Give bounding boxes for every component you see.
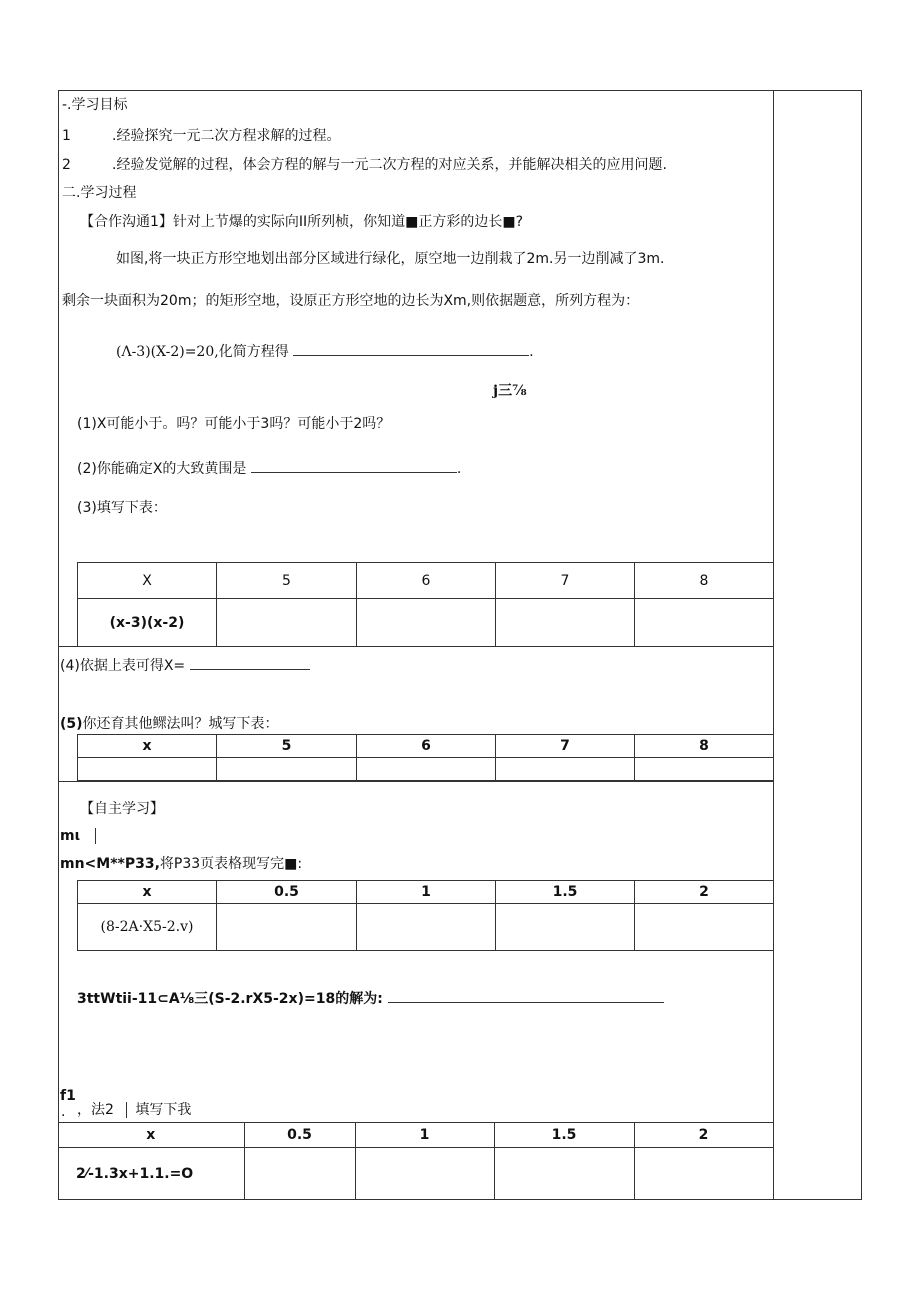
table3-header-x: x [78, 881, 217, 904]
table4-cell[interactable] [244, 1148, 355, 1200]
equation-answer-blank[interactable] [293, 341, 529, 356]
table4-header-1.5: 1.5 [494, 1123, 634, 1148]
problem-paragraph-1: 如图,将一块正方形空地划出部分区域进行绿化，原空地一边削栽了2m.另一边削减了3m. [116, 251, 665, 267]
question-2-blank[interactable] [251, 458, 457, 473]
table2-cell[interactable] [78, 758, 217, 781]
question-2-text: (2)你能确定X的大致黄围是 [77, 461, 247, 477]
table3-cell[interactable] [496, 904, 635, 951]
method-2-bar [126, 1102, 127, 1118]
objective-2-text: .经验发觉解的过程，体会方程的解与一元二次方程的对应关系，并能解决相关的应用问题. [112, 157, 667, 173]
question-5-text: 你还育其他鳏法叫？城写下表： [82, 716, 279, 732]
objectives-heading: -.学习目标 [62, 97, 128, 113]
f-dot: . [61, 1104, 66, 1120]
process-heading: 二.学习过程 [62, 185, 137, 201]
table1-cell[interactable] [496, 599, 635, 647]
table4-cell[interactable] [494, 1148, 634, 1200]
self-study-line-1 [60, 828, 96, 845]
question-3: (3)填写下表： [77, 500, 167, 516]
objective-2-number: 2 [62, 157, 71, 173]
table3-header-1.5: 1.5 [496, 881, 635, 904]
equation-line [116, 341, 534, 361]
solution-blank[interactable] [388, 988, 664, 1003]
table3-cell[interactable] [217, 904, 357, 951]
table3-cell[interactable] [635, 904, 774, 951]
table3-row-label: (8-2A·X5-2.v) [78, 904, 217, 951]
table2-cell[interactable] [357, 758, 496, 781]
coop-title: 【合作沟通1】针对上节爆的实际向II所列桢，你知道■正方彩的边长■? [80, 214, 524, 230]
value-table-2 [77, 734, 774, 781]
divider-after-table2 [58, 781, 774, 782]
table1-header-x: X [78, 563, 217, 599]
table4-cell[interactable] [355, 1148, 494, 1200]
question-4-line [60, 655, 310, 675]
method-2-text: 填写下我 [135, 1102, 192, 1118]
value-table-3 [77, 880, 774, 951]
self-study-line-2-code: mn<M**P33, [60, 856, 160, 872]
table3-cell[interactable] [357, 904, 496, 951]
question-5-number: (5) [60, 716, 83, 732]
method-2-label: ，法2 [77, 1102, 114, 1118]
table1-header-8: 8 [635, 563, 774, 599]
equation-period: . [529, 344, 534, 360]
table3-header-1: 1 [357, 881, 496, 904]
table2-cell[interactable] [217, 758, 357, 781]
table2-header-6: 6 [357, 735, 496, 758]
table4-header-x: x [58, 1123, 244, 1148]
self-study-line-2-text: 将P33页表格现写完■: [159, 856, 303, 872]
table2-cell[interactable] [635, 758, 774, 781]
table4-header-2: 2 [634, 1123, 773, 1148]
problem-paragraph-2: 剩余一块面积为20m；的矩形空地，设原正方形空地的边长为Xm,则依据题意，所列方程为： [62, 293, 640, 309]
table4-header-1: 1 [355, 1123, 494, 1148]
table4-cell[interactable] [634, 1148, 773, 1200]
value-table-4 [58, 1122, 774, 1200]
table2-cell[interactable] [496, 758, 635, 781]
value-table-1 [77, 562, 774, 647]
self-study-line-2 [60, 856, 302, 873]
question-4-text: (4)依据上表可得X= [60, 658, 186, 674]
table4-header-0.5: 0.5 [244, 1123, 355, 1148]
self-study-line-1-text: mι [60, 828, 81, 844]
objective-1-number: 1 [62, 128, 71, 144]
table2-header-8: 8 [635, 735, 774, 758]
objective-1-text: .经验探究一元二次方程求解的过程。 [112, 128, 341, 144]
table1-cell[interactable] [635, 599, 774, 647]
self-study-heading: 【自主学习】 [80, 801, 164, 817]
garbled-figure-label: j三⅞ [493, 383, 527, 399]
question-5-line [60, 716, 279, 733]
solution-sentence: 3ttWtii-11⊂A⅛三(S-2.rX5-2x)=18的解为: [77, 991, 383, 1007]
question-4-blank[interactable] [190, 655, 310, 670]
cursor-bar [95, 828, 96, 844]
table1-header-6: 6 [357, 563, 496, 599]
method-2-line [77, 1102, 191, 1119]
table3-header-2: 2 [635, 881, 774, 904]
f-label: f1 [60, 1088, 76, 1104]
question-2-period: . [456, 461, 462, 477]
table2-header-x: x [78, 735, 217, 758]
table2-header-5: 5 [217, 735, 357, 758]
table1-row-label: (x-3)(x-2) [78, 599, 217, 647]
equation-text: (Λ-3)(X-2)=20,化简方程得 [116, 344, 289, 360]
question-1: (1)X可能小于。吗？可能小于3吗？可能小于2吗？ [77, 416, 391, 432]
table1-header-7: 7 [496, 563, 635, 599]
table1-header-5: 5 [217, 563, 357, 599]
question-2-line [77, 458, 461, 478]
table1-cell[interactable] [357, 599, 496, 647]
solution-sentence-line [77, 988, 664, 1008]
table1-cell[interactable] [217, 599, 357, 647]
table4-row-label: 2⁄-1.3x+1.1.=O [58, 1148, 244, 1200]
table2-header-7: 7 [496, 735, 635, 758]
table3-header-0.5: 0.5 [217, 881, 357, 904]
